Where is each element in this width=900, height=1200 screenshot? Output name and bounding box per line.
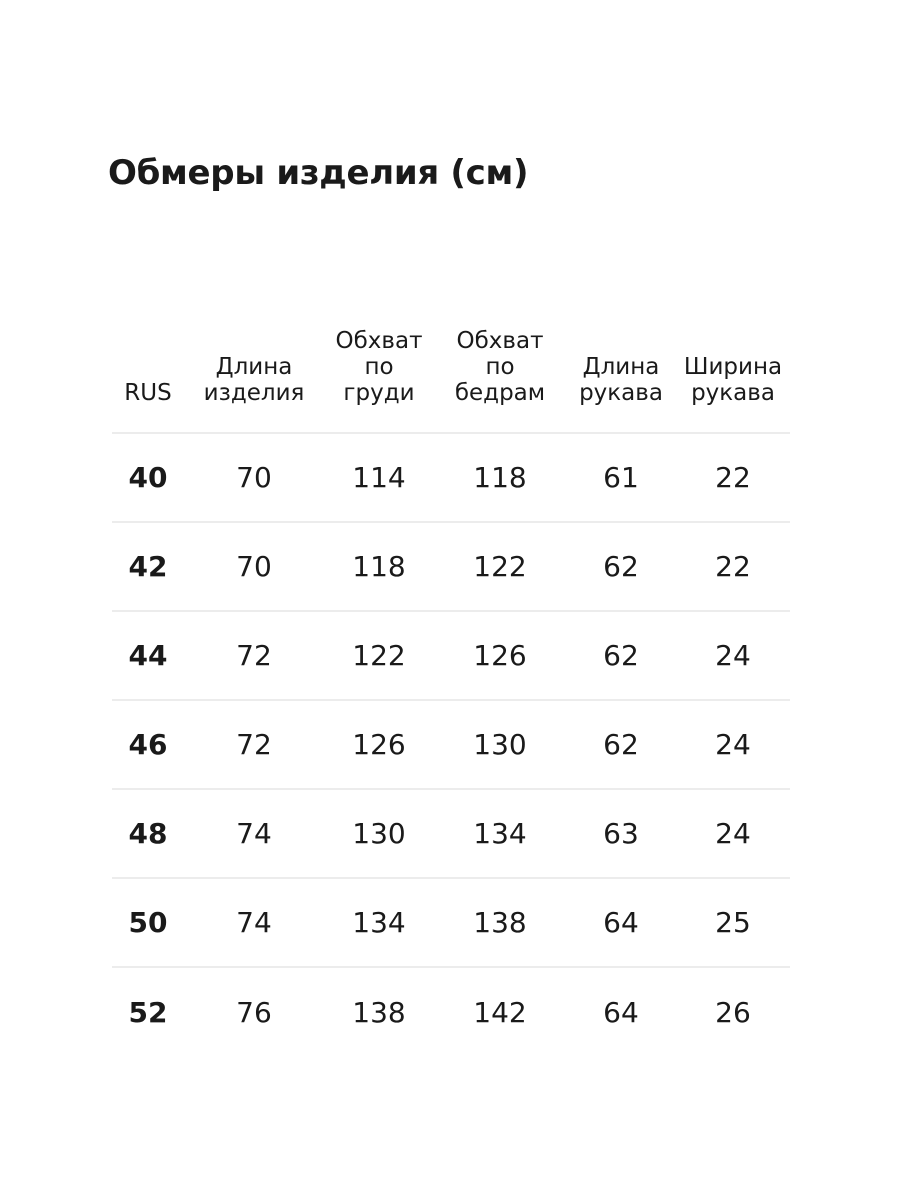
header-hips-line: бедрам: [454, 380, 546, 406]
size-cell: 44: [128, 638, 168, 672]
header-length-line: Длина: [215, 354, 293, 380]
header-sleeve-length: [566, 354, 676, 430]
header-hips: [434, 328, 566, 430]
sleeve-length-cell: 61: [603, 460, 639, 494]
header-sleeve-width-line: Ширина: [683, 354, 783, 380]
sleeve-length-cell: 62: [603, 549, 639, 583]
header-hips-line: Обхват: [456, 328, 544, 354]
table-body: [112, 434, 790, 1057]
sleeve-length-cell: 64: [603, 995, 639, 1029]
hips-cell: 142: [473, 995, 527, 1029]
header-chest-line: по: [364, 354, 394, 380]
header-rus: [112, 380, 184, 430]
sleeve-length-cell: 64: [603, 905, 639, 939]
hips-cell: 122: [473, 549, 527, 583]
chest-cell: 126: [352, 727, 406, 761]
table-row: [112, 968, 790, 1057]
header-sleeve-length-line: Длина: [582, 354, 660, 380]
hips-cell: 130: [473, 727, 527, 761]
chest-cell: 118: [352, 549, 406, 583]
hips-cell: 138: [473, 905, 527, 939]
sleeve-length-cell: 62: [603, 727, 639, 761]
sleeve-length-cell: 62: [603, 638, 639, 672]
table-row: [112, 612, 790, 701]
sleeve-width-cell: 25: [715, 905, 751, 939]
table-row: [112, 434, 790, 523]
header-rus-line: RUS: [124, 380, 172, 406]
size-cell: 40: [128, 460, 168, 494]
header-sleeve-width: [676, 354, 790, 430]
chest-cell: 130: [352, 816, 406, 850]
chest-cell: 122: [352, 638, 406, 672]
table-row: [112, 790, 790, 879]
header-sleeve-length-line: рукава: [579, 380, 663, 406]
header-hips-line: по: [485, 354, 515, 380]
header-length-line: изделия: [203, 380, 305, 406]
table-row: [112, 701, 790, 790]
size-cell: 48: [128, 816, 168, 850]
hips-cell: 126: [473, 638, 527, 672]
table-row: [112, 879, 790, 968]
sleeve-width-cell: 24: [715, 727, 751, 761]
length-cell: 72: [236, 727, 272, 761]
chest-cell: 134: [352, 905, 406, 939]
size-cell: 46: [128, 727, 168, 761]
hips-cell: 134: [473, 816, 527, 850]
header-chest: [324, 328, 434, 430]
sleeve-width-cell: 24: [715, 638, 751, 672]
header-chest-line: Обхват: [335, 328, 423, 354]
length-cell: 72: [236, 638, 272, 672]
length-cell: 74: [236, 816, 272, 850]
length-cell: 70: [236, 460, 272, 494]
header-length: [184, 354, 324, 430]
sleeve-width-cell: 26: [715, 995, 751, 1029]
length-cell: 76: [236, 995, 272, 1029]
size-cell: 50: [128, 905, 168, 939]
size-cell: 42: [128, 549, 168, 583]
header-sleeve-width-line: рукава: [691, 380, 775, 406]
hips-cell: 118: [473, 460, 527, 494]
sleeve-length-cell: 63: [603, 816, 639, 850]
sleeve-width-cell: 22: [715, 460, 751, 494]
length-cell: 74: [236, 905, 272, 939]
sleeve-width-cell: 22: [715, 549, 751, 583]
table-row: [112, 523, 790, 612]
header-chest-line: груди: [343, 380, 415, 406]
chest-cell: 114: [352, 460, 406, 494]
chest-cell: 138: [352, 995, 406, 1029]
size-cell: 52: [128, 995, 168, 1029]
size-table: [112, 320, 790, 1057]
sleeve-width-cell: 24: [715, 816, 751, 850]
table-header-row: [112, 320, 790, 434]
length-cell: 70: [236, 549, 272, 583]
page-title: Обмеры изделия (см): [108, 153, 529, 193]
